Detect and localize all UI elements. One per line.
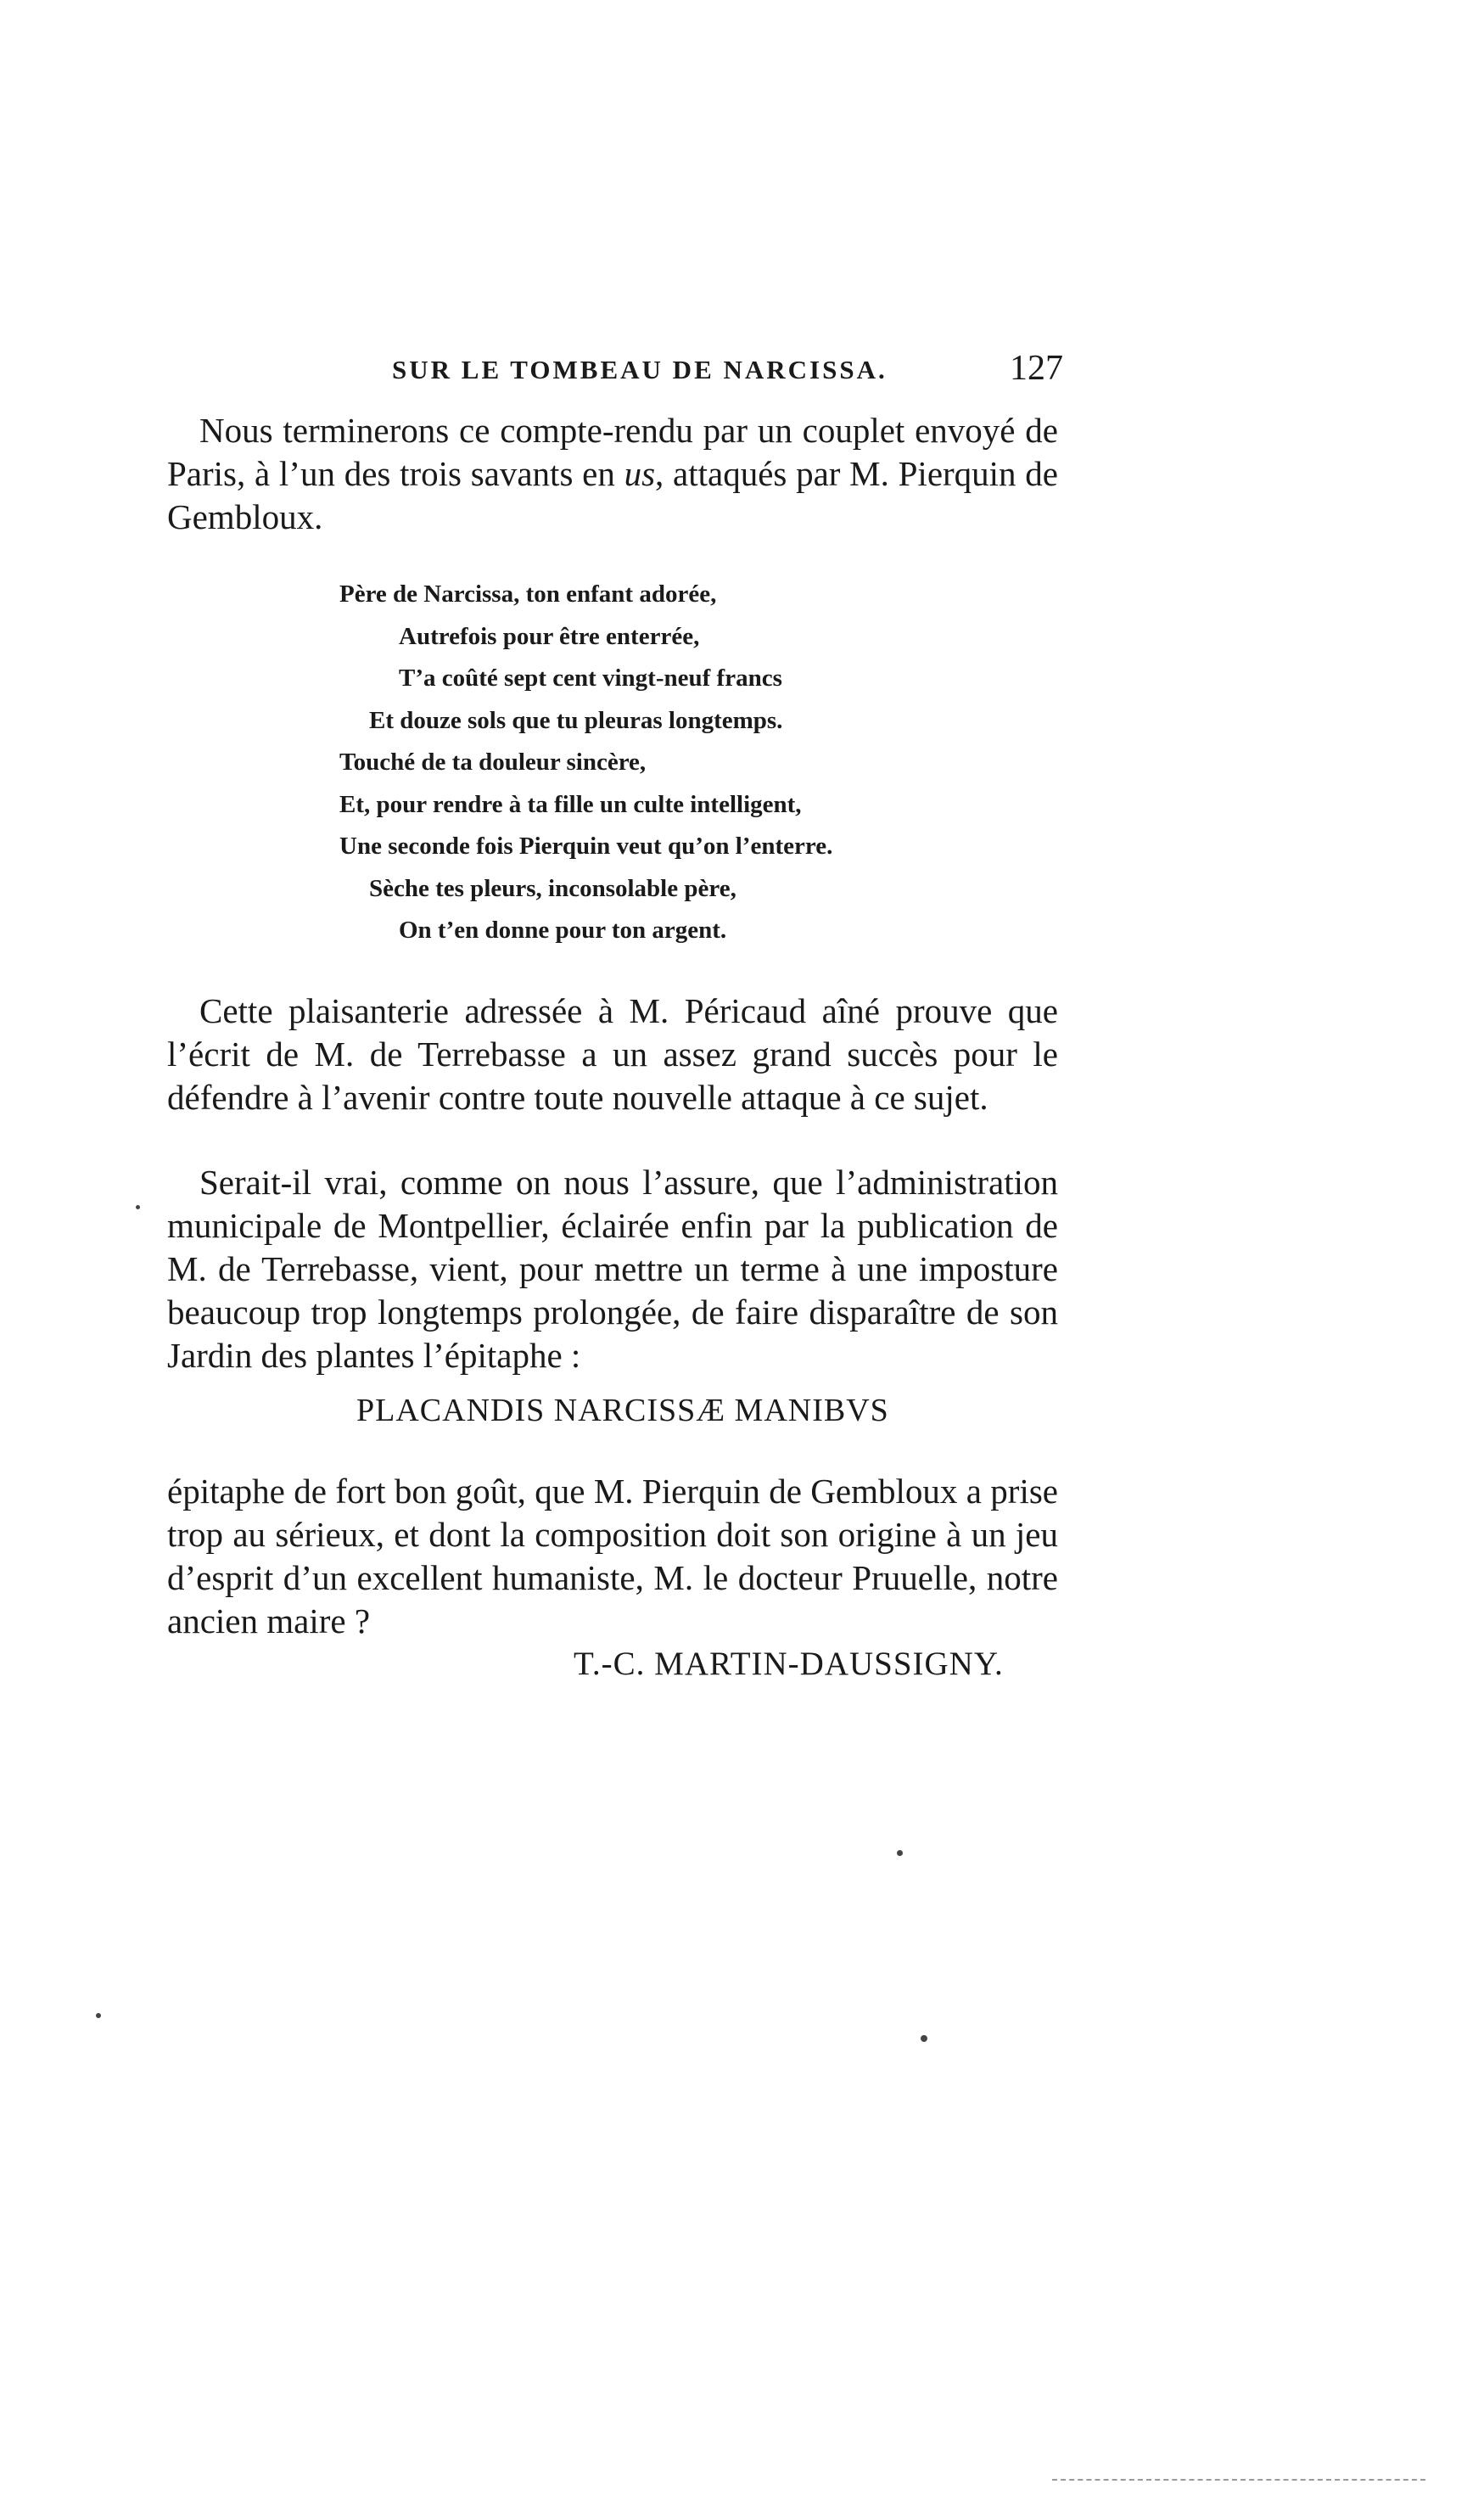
verse-line: On t’en donne pour ton argent.	[399, 917, 727, 944]
paragraph-text: Serait-il vrai, comme on nous l’assure, que l’administration municipale de Montpellier, éclairée enfin par la publication de M. de Terrebasse, vient, pour mettre un terme à une imposture beaucoup trop longtemps prolongée, de faire disparaître de son Jardin des plantes l’épitaphe :	[167, 1163, 1058, 1375]
epitaph-inscription: PLACANDIS NARCISSÆ MANIBVS	[356, 1393, 889, 1428]
intro-text-end: , attaqués par M. Pierquin de Gembloux.	[167, 454, 1058, 536]
intro-emphasis: us	[624, 454, 656, 493]
verse-line: Père de Narcissa, ton enfant adorée,	[339, 580, 717, 608]
ink-speck	[921, 2035, 927, 2042]
intro-paragraph	[167, 409, 1058, 539]
ink-speck	[96, 2013, 101, 2018]
paragraph-text: épitaphe de fort bon goût, que M. Pierquin de Gembloux a prise trop au sérieux, et dont la composition doit son origine à un jeu d’esprit d’un excellent humaniste, M. le docteur Pruuelle, notre ancien maire ?	[167, 1472, 1058, 1640]
paragraph-epitaph-comment	[167, 1470, 1058, 1643]
verse-line: Une seconde fois Pierquin veut qu’on l’enterre.	[339, 833, 833, 860]
ink-speck	[897, 1850, 903, 1856]
running-title: SUR LE TOMBEAU DE NARCISSA.	[392, 355, 888, 384]
verse-line: Touché de ta douleur sincère,	[339, 749, 647, 776]
verse-line: Autrefois pour être enterrée,	[399, 622, 700, 650]
verse-stanza	[339, 574, 832, 952]
verse-line: Et douze sols que tu pleuras longtemps.	[369, 706, 783, 734]
intro-text-start: Nous terminerons ce compte-rendu par un couplet envoyé de Paris, à l’un des trois savants en	[167, 411, 1058, 493]
paragraph-plaisanterie	[167, 990, 1058, 1119]
paragraph-text: Cette plaisanterie adressée à M. Péricaud aîné prouve que l’écrit de M. de Terrebasse a un assez grand succès pour le défendre à l’avenir contre toute nouvelle attaque à ce sujet.	[167, 991, 1058, 1117]
verse-line: T’a coûté sept cent vingt-neuf francs	[399, 665, 782, 692]
ink-speck	[136, 1205, 140, 1209]
verse-line: Sèche tes pleurs, inconsolable père,	[369, 874, 736, 902]
bottom-rule	[1052, 2479, 1425, 2481]
author-signature: T.-C. MARTIN-DAUSSIGNY.	[574, 1646, 1004, 1682]
paragraph-question	[167, 1161, 1058, 1377]
verse-line: Et, pour rendre à ta fille un culte intelligent,	[339, 790, 802, 818]
page-number: 127	[1010, 349, 1063, 388]
